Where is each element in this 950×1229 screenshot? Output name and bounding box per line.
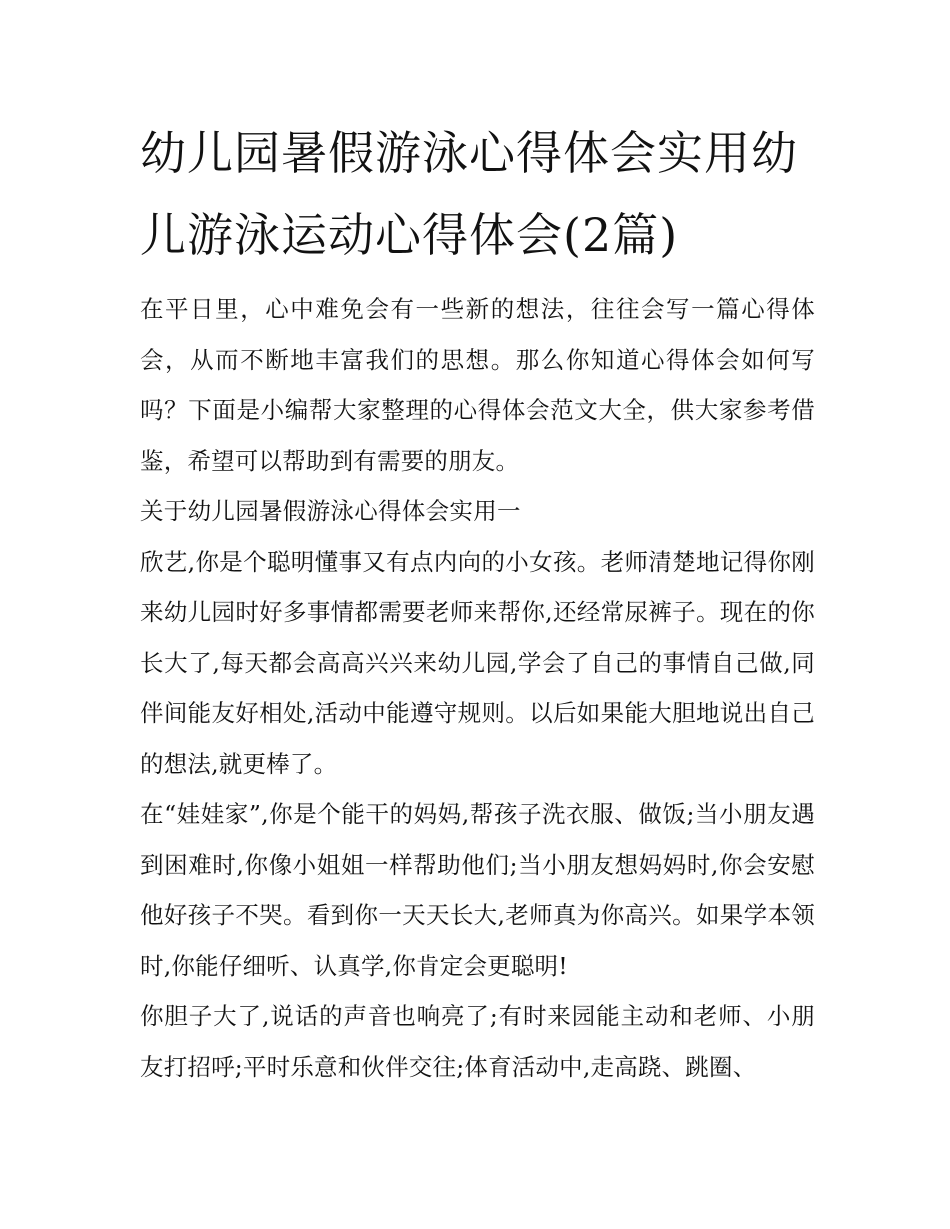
body-paragraph: 在“娃娃家”,你是个能干的妈妈,帮孩子洗衣服、做饭;当小朋友遇到困难时,你像小姐姐一样帮助他们;当小朋友想妈妈时,你会安慰他好孩子不哭。看到你一天天长大,老师真为你高兴。如果学本领时,你能仔细听、认真学,你肯定会更聪明! [140,800,815,980]
document-page [140,112,815,1092]
body-paragraph: 你胆子大了,说话的声音也响亮了;有时来园能主动和老师、小朋友打招呼;平时乐意和伙伴交往;体育活动中,走高跷、跳圈、 [140,1002,815,1081]
section-heading: 关于幼儿园暑假游泳心得体会实用一 [140,497,521,525]
document-body [140,284,815,1092]
intro-paragraph: 在平日里，心中难免会有一些新的想法，往往会写一篇心得体会，从而不断地丰富我们的思想。那么你知道心得体会如何写吗？下面是小编帮大家整理的心得体会范文大全，供大家参考借鉴，希望可以帮助到有需要的朋友。 [140,295,815,475]
document-title: 幼儿园暑假游泳心得体会实用幼儿游泳运动心得体会(2篇) [140,126,798,262]
body-paragraph: 欣艺,你是个聪明懂事又有点内向的小女孩。老师清楚地记得你刚来幼儿园时好多事情都需要老师来帮你,还经常尿裤子。现在的你长大了,每天都会高高兴兴来幼儿园,学会了自己的事情自己做,同伴间能友好相处,活动中能遵守规则。以后如果能大胆地说出自己的想法,就更棒了。 [140,547,815,778]
